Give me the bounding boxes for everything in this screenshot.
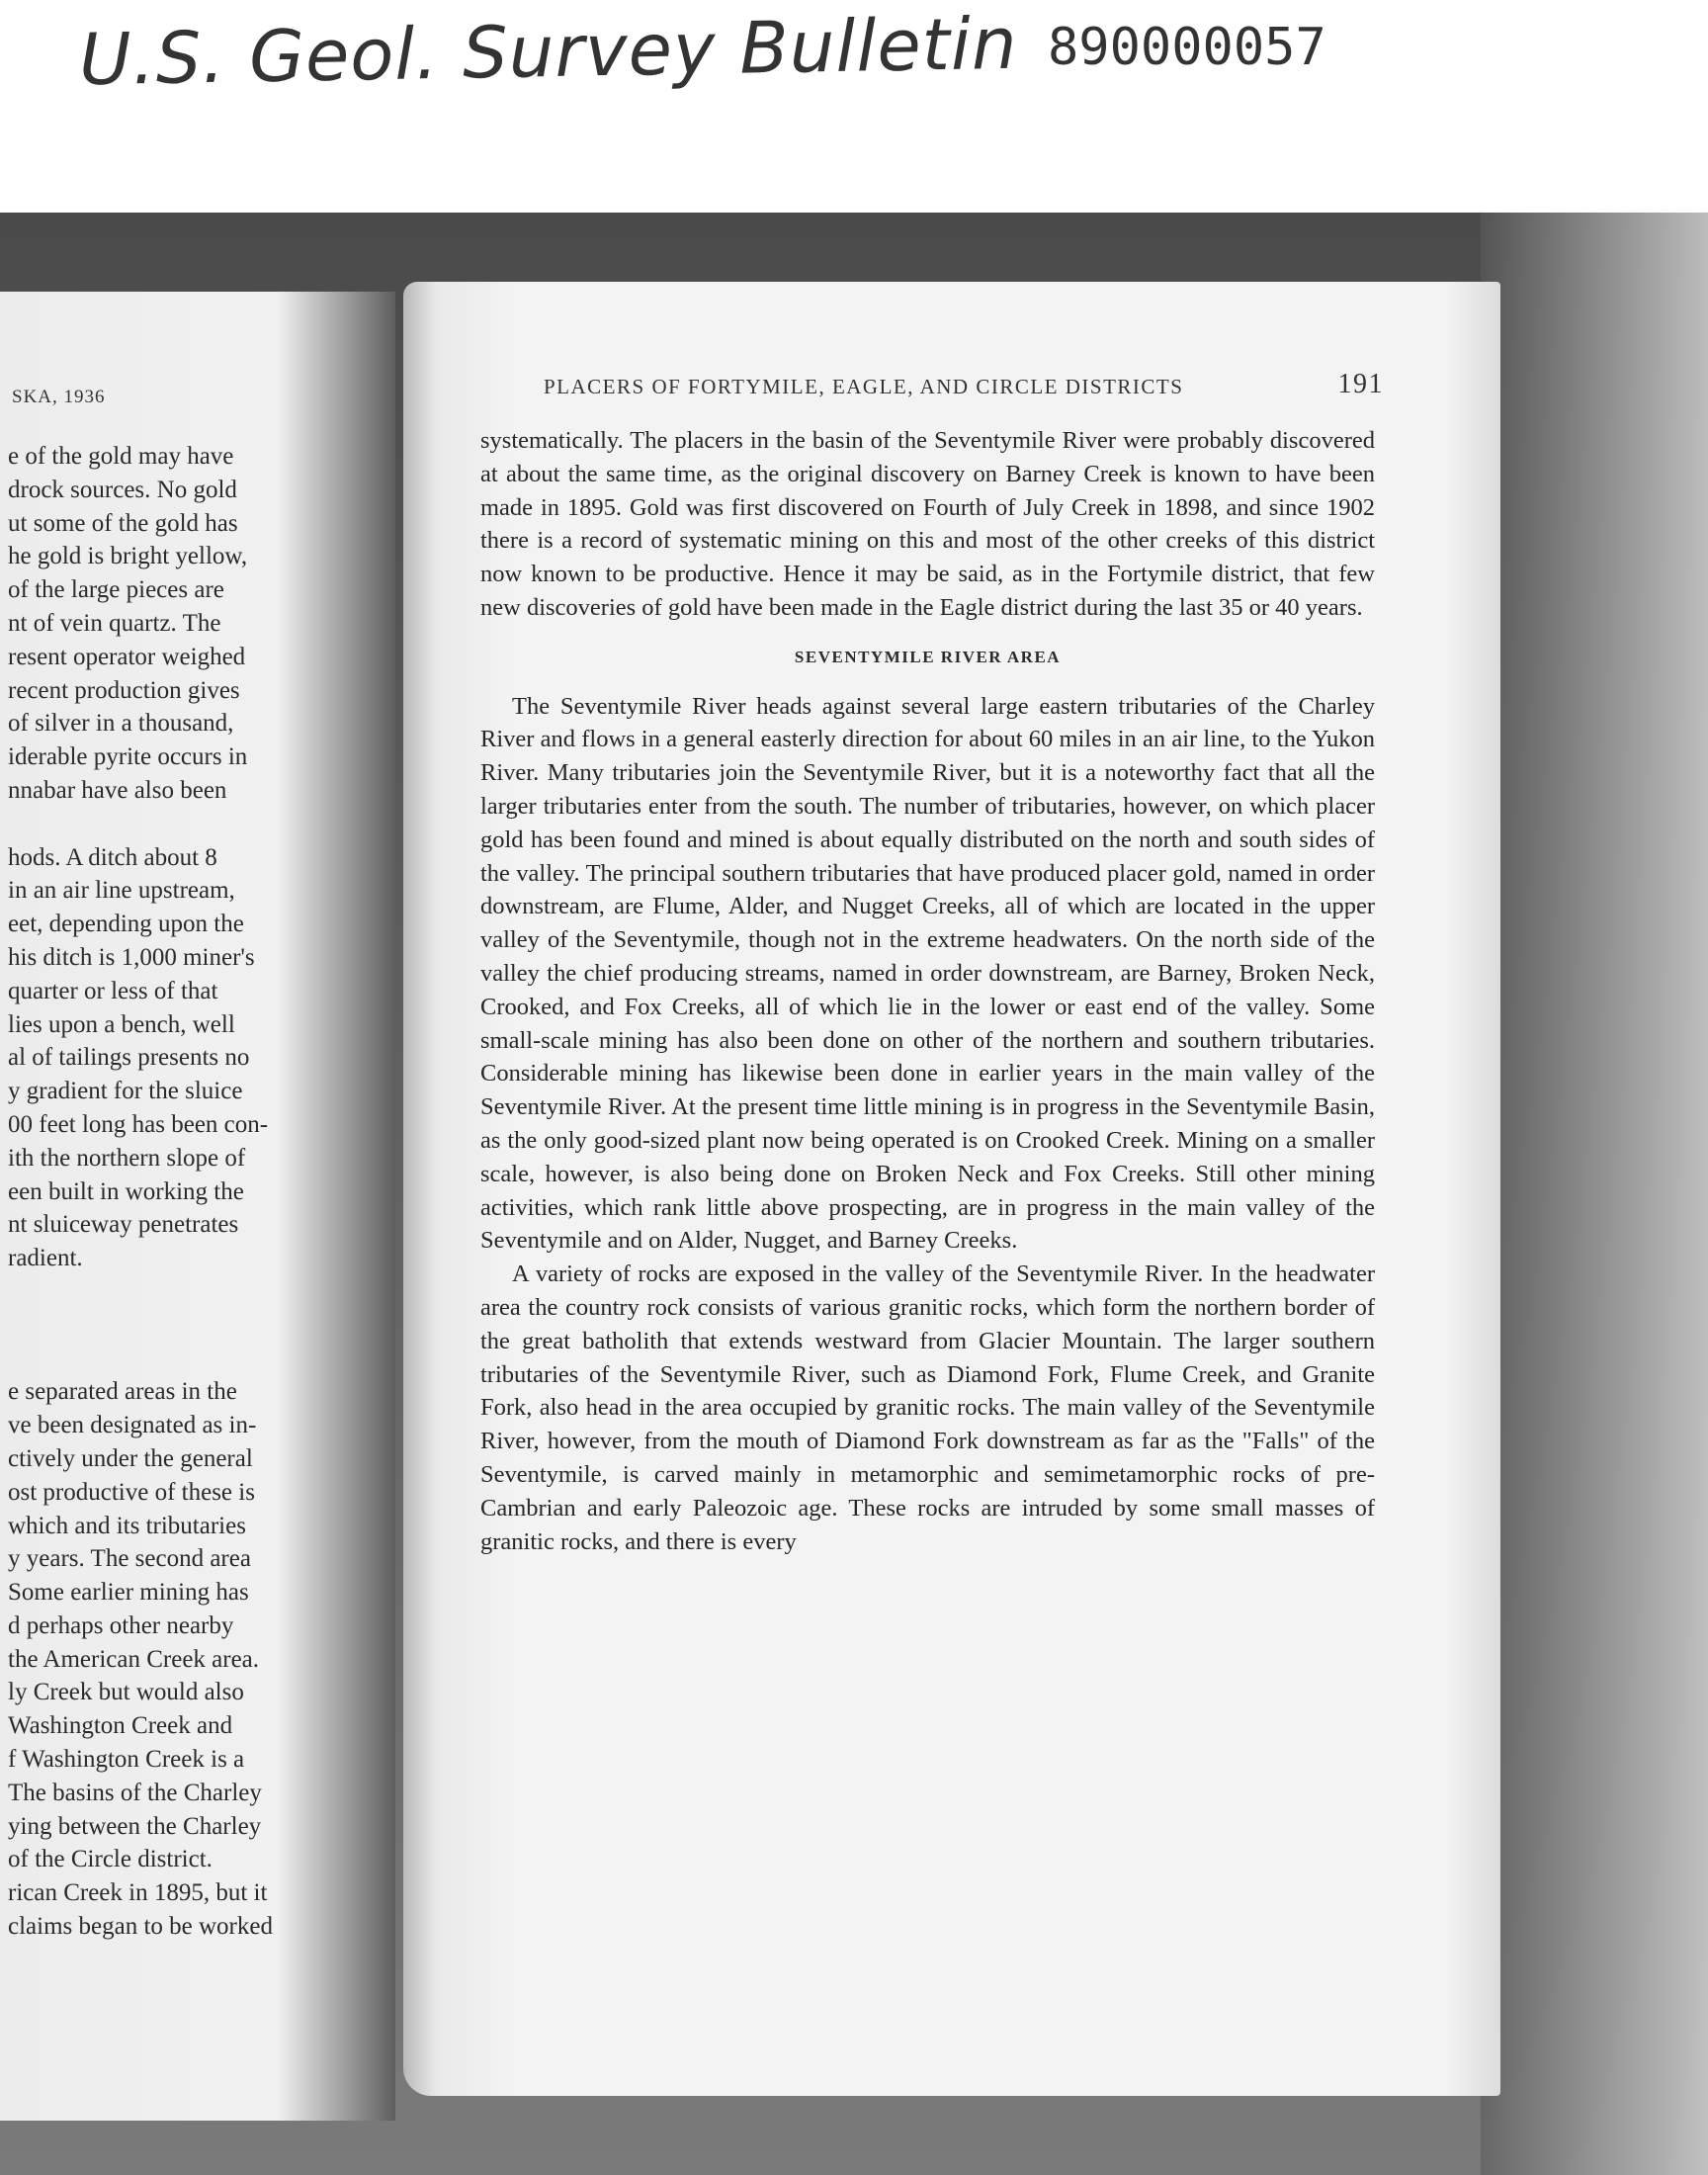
left-page-line: he gold is bright yellow, [8, 543, 248, 570]
left-page-text [8, 440, 344, 1944]
left-page-line [8, 1343, 344, 1376]
left-page-line: een built in working the [8, 1177, 244, 1205]
left-page-line: claims began to be worked [8, 1913, 273, 1941]
left-page-line: nt sluiceway penetrates [8, 1211, 239, 1239]
left-page-line: quarter or less of that [8, 977, 218, 1004]
left-page-line: the American Creek area. [8, 1645, 260, 1673]
left-page-line: resent operator weighed [8, 643, 246, 670]
left-page-line: y years. The second area [8, 1545, 251, 1573]
left-page-line: 00 feet long has been con- [8, 1110, 269, 1138]
left-page-line: y gradient for the sluice [8, 1078, 243, 1105]
left-page-line: ly Creek but would also [8, 1679, 244, 1706]
left-page-line: his ditch is 1,000 miner's [8, 943, 255, 971]
left-page-line: ctively under the general [8, 1444, 253, 1472]
document-stamp-number: 890000057 [1048, 18, 1326, 77]
left-running-header: SKA, 1936 [12, 387, 106, 407]
left-page [0, 292, 395, 2121]
left-page-line: in an air line upstream, [8, 877, 235, 905]
page-number: 191 [1337, 369, 1384, 399]
left-page-line: radient. [8, 1245, 83, 1272]
right-running-header [544, 369, 1384, 402]
left-page-line: ve been designated as in- [8, 1412, 257, 1439]
left-page-line: rican Creek in 1895, but it [8, 1879, 268, 1907]
left-page-line: Washington Creek and [8, 1712, 233, 1740]
left-page-line: ying between the Charley [8, 1812, 262, 1840]
left-page-line: of silver in a thousand, [8, 710, 234, 738]
left-page-line: f Washington Creek is a [8, 1746, 245, 1774]
left-page-line: of the Circle district. [8, 1846, 213, 1873]
left-page-line: e of the gold may have [8, 443, 234, 470]
left-page-line: nt of vein quartz. The [8, 609, 221, 637]
left-page-line: ut some of the gold has [8, 509, 238, 537]
body-text [480, 424, 1375, 1558]
left-page-line: of the large pieces are [8, 576, 224, 604]
left-page-line: recent production gives [8, 676, 240, 704]
left-page-line: ost productive of these is [8, 1478, 255, 1506]
running-title: PLACERS OF FORTYMILE, EAGLE, AND CIRCLE DISTRICTS [544, 375, 1184, 398]
left-page-line [8, 808, 344, 841]
left-page-line [8, 1275, 344, 1309]
left-page-line: which and its tributaries [8, 1512, 246, 1539]
left-page-line: e separated areas in the [8, 1378, 237, 1406]
left-page-line: hods. A ditch about 8 [8, 843, 217, 871]
left-page-line: drock sources. No gold [8, 476, 237, 503]
section-heading: SEVENTYMILE RIVER AREA [794, 647, 1062, 666]
left-page-line: al of tailings presents no [8, 1044, 250, 1072]
left-page-line: Some earlier mining has [8, 1579, 249, 1607]
left-page-line: d perhaps other nearby [8, 1611, 234, 1639]
left-page-line: The basins of the Charley [8, 1779, 262, 1806]
right-page [403, 282, 1500, 2096]
paragraph-2: The Seventymile River heads against several large eastern tributaries of the Charley River and flows in a general easterly direction for about 60 miles in an air line, to the Yukon River. Many tributaries join the Seventymile River, but it is a noteworthy fact that all the larger tributaries enter from the south. The number of tributaries, however, on which placer gold has been found and mined is about equally distributed on the north and south sides of the valley. The principal southern tributaries that have produced placer gold, named in order downstream, are Flume, Alder, and Nugget Creeks, all of which are located in the upper valley of the Seventymile, though not in the extreme headwaters. On the north side of the valley the chief producing streams, named in order downstream, are Barney, Broken Neck, Crooked, and Fox Creeks, all of which lie in the lower or east end of the valley. Some small-scale mining has also been done on other of the northern and southern tributaries. Considerable mining has likewise been done in earlier years in the main valley of the Seventymile River. At the present time little mining is in progress in the Seventymile Basin, as the only good-sized plant now being operated is on Crooked Creek. Mining on a smaller scale, however, is also being done on Broken Neck and Fox Creeks. Still other mining activities, which rank little above prospecting, are in progress in the main valley of the Seventymile and on Alder, Nugget, and Barney Creeks. [480, 692, 1375, 1255]
paragraph-3: A variety of rocks are exposed in the valley of the Seventymile River. In the headwater area the country rock consists of various granitic rocks, which form the northern border of the great batholith that extends westward from Glacier Mountain. The larger southern tributaries of the Seventymile River, such as Diamond Fork, Flume Creek, and Granite Fork, also head in the area occupied by granitic rocks. The main valley of the Seventymile River, however, from the mouth of Diamond Fork downstream as far as the "Falls" of the Seventymile, is carved mainly in metamorphic and semimetamorphic rocks of pre-Cambrian and early Paleozoic age. These rocks are intruded by some small masses of granitic rocks, and there is every [480, 1261, 1375, 1555]
left-page-line: eet, depending upon the [8, 911, 244, 938]
left-page-line: iderable pyrite occurs in [8, 743, 248, 771]
paragraph-1: systematically. The placers in the basin of the Seventymile River were probably discovered at about the same time, as the original discovery on Barney Creek is known to have been made in 1895. Gold was first discovered on Fourth of July Creek in 1898, and since 1902 there is a record of systematic mining on this and most of the other creeks of this district now known to be productive. Hence it may be said, as in the Fortymile district, that few new discoveries of gold have been made in the Eagle district during the last 35 or 40 years. [480, 427, 1375, 621]
left-page-line [8, 1309, 344, 1343]
left-page-line: lies upon a bench, well [8, 1010, 235, 1038]
left-page-line: ith the northern slope of [8, 1144, 246, 1172]
handwritten-annotation: U.S. Geol. Survey Bulletin [78, 1, 1019, 102]
left-page-line: nnabar have also been [8, 776, 227, 804]
